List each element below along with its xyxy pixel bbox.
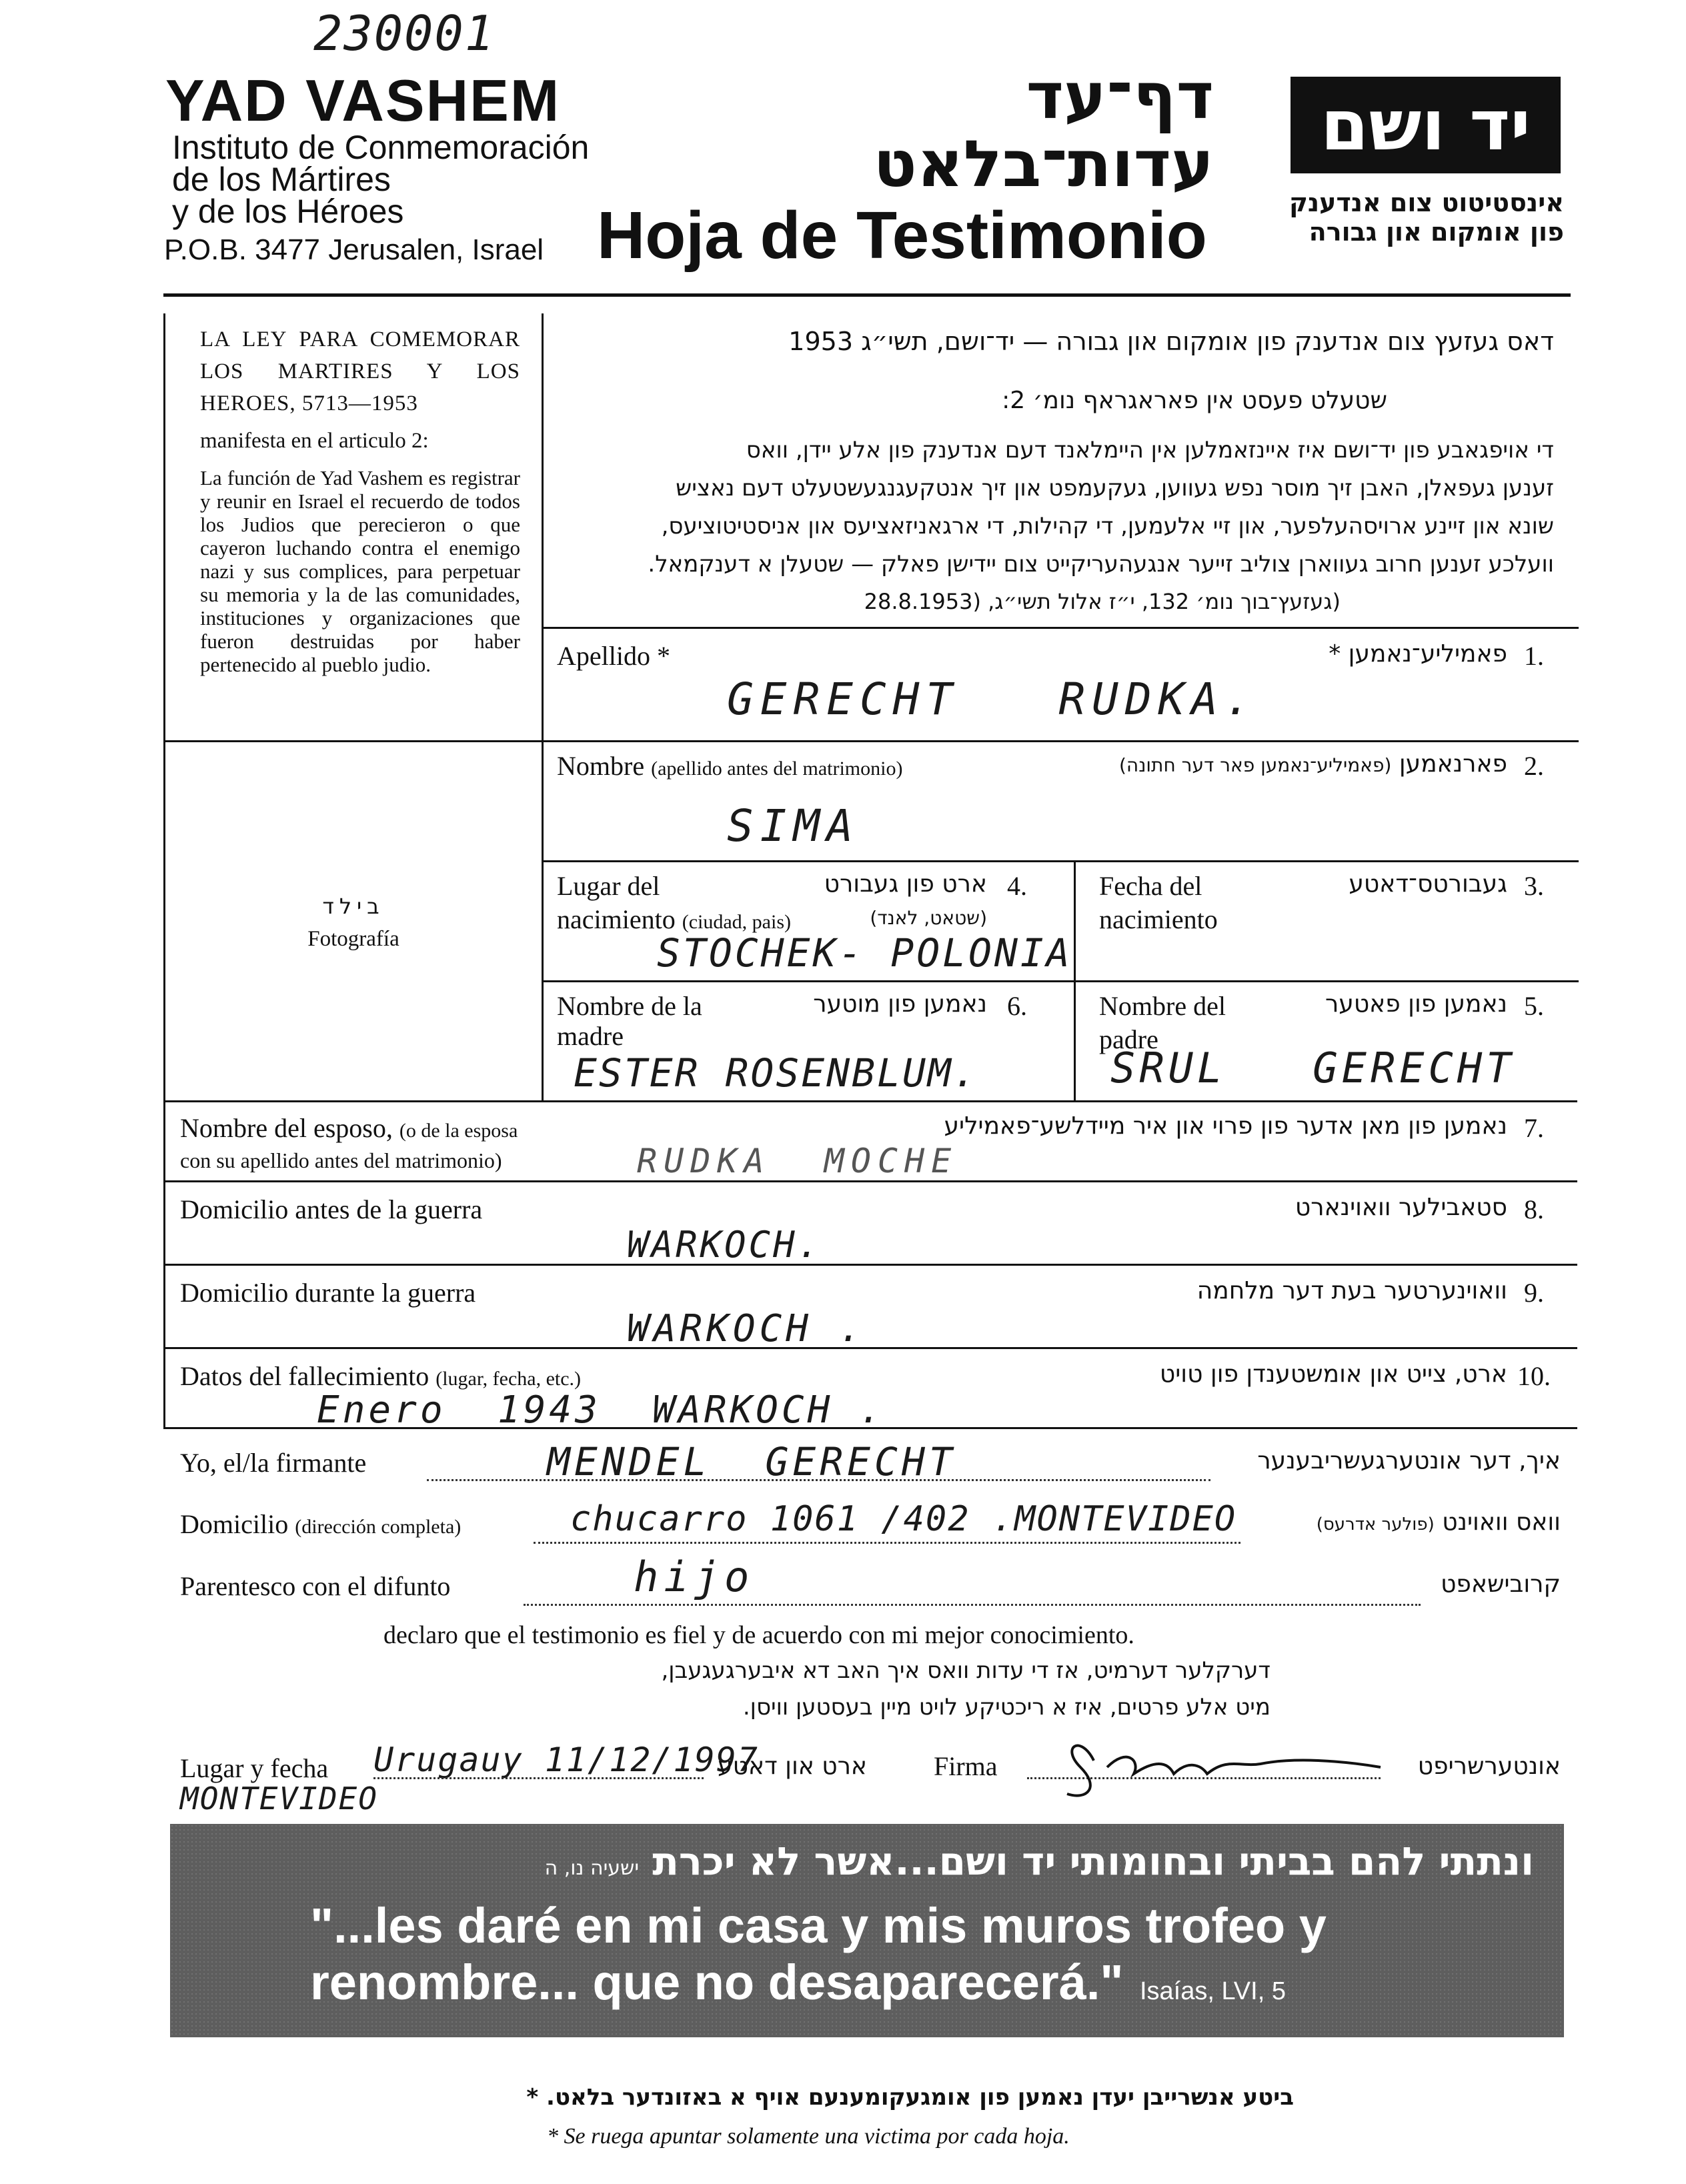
field-6-label-2: madre <box>557 1021 624 1051</box>
org-address: P.O.B. 3477 Jerusalen, Israel <box>164 233 544 266</box>
field-9-number: 9. <box>1524 1278 1544 1308</box>
field-1-yiddish: פאמיליע־נאמען * <box>1329 640 1507 668</box>
field-7-value[interactable]: RUDKA MOCHE <box>637 1142 958 1180</box>
place-date-line <box>373 1777 704 1779</box>
field-1-label: Apellido * <box>557 641 670 671</box>
banner-quote-line-1: "...les daré en mi casa y mis muros trofeo y <box>310 1898 1327 1953</box>
form-title: Hoja de Testimonio <box>597 198 1207 273</box>
field-2-value[interactable]: SIMA <box>727 800 860 852</box>
field-3-yiddish: געבורטס־דאטע <box>1349 870 1507 898</box>
field-7-label-2: con su apellido antes del matrimonio) <box>180 1148 502 1172</box>
field-6-value[interactable]: ESTER ROSENBLUM. <box>574 1050 978 1096</box>
field-10-value[interactable]: Enero 1943 WARKOCH . <box>317 1388 885 1432</box>
row-rule-4 <box>542 980 1579 982</box>
photo-label: Fotografía <box>307 927 399 951</box>
field-3-number: 3. <box>1524 871 1544 901</box>
declarant-address-line <box>534 1542 1240 1544</box>
row-rule-1 <box>542 627 1579 629</box>
field-2-yiddish-text: פארנאמען <box>1399 750 1507 778</box>
banner-quote-line-2: renombre... que no desaparecerá." <box>310 1955 1124 2010</box>
yiddish-law-line-5: שונא און זיינע ארויסהעלפער, און זיי אלעמען, די קהילות, די ארגאניזאציעס און אניסטיטוציעס, <box>661 513 1554 539</box>
field-2-label-note: (apellido antes del matrimonio) <box>651 758 903 780</box>
field-4-label-2-text: nacimiento <box>557 904 676 934</box>
field-9-label: Domicilio durante la guerra <box>180 1278 476 1308</box>
field-2-yiddish-note: (פאמיליע־נאמען פאר דער חתונה) <box>1119 754 1392 776</box>
yiddish-law-line-2: שטעלט פעסט אין פאראגראף נומ׳ 2: <box>1002 387 1387 414</box>
field-2-label-text: Nombre <box>557 751 645 781</box>
org-title: YAD VASHEM <box>165 67 561 133</box>
field-4-label-1: Lugar del <box>557 871 660 901</box>
field-6-label-1: Nombre de la <box>557 991 702 1021</box>
field-4-yiddish: ארט פון געבורט <box>824 870 987 898</box>
field-7-label-1 <box>180 1112 518 1144</box>
field-7-number: 7. <box>1524 1113 1544 1143</box>
yiddish-law-line-6: וועלכע זענען חרוב געווארן צוליב זייער אנגעהעריקייט צום יידישן פאלק — שטעלן א דענקמאל. <box>648 551 1554 578</box>
declarant-name-yiddish: איך, דער אונטערגעשריבענער <box>1257 1447 1561 1474</box>
field-10-label-note: (lugar, fecha, etc.) <box>436 1368 582 1390</box>
place-date-value-2[interactable]: MONTEVIDEO <box>180 1781 378 1817</box>
row-rule-6 <box>163 1180 1577 1182</box>
row-rule-3 <box>542 860 1579 862</box>
field-10-label <box>180 1360 581 1392</box>
quote-banner <box>170 1824 1564 2037</box>
logo-subtitle-1: אינסטיטוט צום אנדענק <box>1289 188 1564 217</box>
field-9-yiddish: וואוינערטער בעת דער מלחמה <box>1196 1277 1507 1304</box>
banner-quote-ref: Isaías, LVI, 5 <box>1139 1977 1286 2005</box>
field-8-label: Domicilio antes de la guerra <box>180 1194 483 1224</box>
field-8-yiddish: סטאבילער וואוינארט <box>1295 1194 1507 1221</box>
place-date-label: Lugar y fecha <box>180 1753 329 1783</box>
law-title: LA LEY PARA COMEMORAR LOS MARTIRES Y LOS HEROES, 5713—1953 <box>200 327 520 415</box>
field-3-label-2: nacimiento <box>1099 904 1218 934</box>
field-4-label-note: (ciudad, pais) <box>682 911 791 933</box>
row-rule-7 <box>163 1264 1577 1266</box>
row-rule-8 <box>163 1347 1577 1349</box>
photo-label-yiddish: בילד <box>322 894 385 919</box>
field-10-label-text: Datos del fallecimiento <box>180 1361 430 1391</box>
yad-vashem-logo <box>1291 77 1561 173</box>
org-subtitle-3: y de los Héroes <box>172 193 404 230</box>
field-9-value[interactable]: WARKOCH . <box>627 1307 866 1350</box>
field-10-yiddish: ארט, צייט און אומשטענדן פון טויט <box>1159 1360 1507 1388</box>
field-5-label-1: Nombre del <box>1099 991 1226 1021</box>
declarant-address-label-note: (dirección completa) <box>295 1516 462 1538</box>
row-rule-2 <box>542 740 1579 742</box>
law-box <box>200 323 520 676</box>
yiddish-title-2: עדות־בלאט <box>873 127 1214 201</box>
place-date-yiddish: ארט און דאטע <box>718 1753 867 1780</box>
banner-quote-line-2-row <box>310 1954 1286 2011</box>
declarant-address-value[interactable]: chucarro 1061 /402 .MONTEVIDEO <box>570 1499 1237 1539</box>
field-6-yiddish: נאמען פון מוטער <box>813 990 987 1018</box>
signature-yiddish: אונטערשריפט <box>1417 1753 1561 1780</box>
field-1-number: 1. <box>1524 641 1544 671</box>
signature-scribble[interactable] <box>1040 1721 1387 1821</box>
field-7-label-1-text: Nombre del esposo, <box>180 1113 393 1143</box>
org-subtitle-1: Instituto de Conmemoración <box>172 129 590 166</box>
declarant-name-value[interactable]: MENDEL GERECHT <box>547 1439 956 1484</box>
field-2-label <box>557 750 902 782</box>
row-rule-5 <box>163 1100 1577 1102</box>
declarant-relation-label: Parentesco con el difunto <box>180 1571 451 1601</box>
declarant-relation-yiddish: קרובישאפט <box>1441 1570 1561 1598</box>
yiddish-law-line-7: (געזעץ־בוך נומ׳ 132, י״ז אלול תשי״ג, (28.8.1953 <box>864 589 1341 614</box>
field-1-value[interactable]: GERECHT RUDKA. <box>727 674 1258 725</box>
field-5-value[interactable]: SRUL GERECHT <box>1110 1044 1515 1092</box>
declarant-address-yiddish <box>1247 1508 1561 1536</box>
logo-text: יד ושם <box>1321 84 1531 166</box>
declarant-address-yiddish-note: (פולער אדרעס) <box>1316 1514 1435 1534</box>
field-2-number: 2. <box>1524 751 1544 781</box>
declarant-relation-value[interactable]: hijo <box>634 1552 755 1601</box>
declaration-spanish: declaro que el testimonio es fiel y de acuerdo con mi mejor conocimiento. <box>383 1621 1134 1649</box>
lower-box-left <box>163 1100 165 1427</box>
yiddish-law-line-4: זענען געפאלן, האבן זיך מוסר נפש געווען, געקעמפט און זיך אנטקעגנגעשטעלט דעם נאציש <box>676 475 1554 501</box>
column-divider <box>542 313 544 1100</box>
declarant-address-label <box>180 1508 461 1540</box>
law-intro: manifesta en el articulo 2: <box>200 429 429 453</box>
yiddish-law-line-1: דאס געזעץ צום אנדענק פון אומקום און גבורה — יד־ושם, תשי״ג 1953 <box>788 327 1554 356</box>
law-body: La función de Yad Vashem es registrar y reunir en Israel el recuerdo de todos los Judios que perecieron o que cayeron luchando contra el enemigo nazi y sus complices, para perpetuar su memoria y la de las comunidades, instituciones y organizaciones que fueron destruidas por haber pertenecido al pueblo judio. <box>200 466 520 676</box>
field-5-yiddish: נאמען פון פאטער <box>1325 990 1507 1018</box>
left-box-border <box>163 313 165 1100</box>
field-4-yiddish-note: (שטאט, לאנד) <box>870 907 987 929</box>
org-subtitle-2: de los Mártires <box>172 161 391 198</box>
left-box-divider <box>163 740 544 742</box>
declarant-relation-line <box>524 1604 1421 1606</box>
banner-hebrew-ref: ישעיה נו, ה <box>544 1857 640 1880</box>
field-5-number: 5. <box>1524 991 1544 1021</box>
footer-yiddish: ביטע אנשרייבן יעדן נאמען פון אומגעקומענעם אויף א באזונדער בלאט. * <box>526 2084 1294 2111</box>
place-date-value[interactable]: Urugauy 11/12/1997 <box>373 1741 759 1779</box>
field-7-label-1-note: (o de la esposa <box>399 1120 518 1142</box>
field-4-value[interactable]: STOCHEK- POLONIA <box>657 930 1072 976</box>
declarant-address-yiddish-text: וואס וואוינט <box>1442 1508 1561 1536</box>
declaration-yiddish-2: מיט אלע פרטים, איז א ריכטיקע לויט מיין בעסטען וויסן. <box>742 1694 1271 1721</box>
yiddish-title-1: דף־עד <box>1026 59 1214 133</box>
signature-label: Firma <box>934 1751 998 1781</box>
field-3-label-1: Fecha del <box>1099 871 1202 901</box>
declarant-name-label: Yo, el/la firmante <box>180 1448 367 1478</box>
field-10-number: 10. <box>1517 1361 1551 1391</box>
footer-spanish: * Se ruega apuntar solamente una victima por cada hoja. <box>547 2124 1070 2149</box>
field-7-yiddish: נאמען פון מאן אדער פון פרוי און איר מיידלשע־פאמיליע <box>944 1112 1507 1140</box>
declaration-yiddish-1: דערקלער דערמיט, אז די עדות וואס איך האב דא איבערגעגעבן, <box>661 1657 1271 1684</box>
declarant-name-line <box>427 1479 1210 1481</box>
handwritten-reference-number: 230001 <box>313 5 496 61</box>
declarant-address-label-text: Domicilio <box>180 1509 289 1539</box>
field-8-value[interactable]: WARKOCH. <box>627 1224 822 1266</box>
field-6-number: 6. <box>1007 991 1027 1021</box>
banner-hebrew-text: ונתתי להם בביתי ובחומותי יד ושם...אשר לא יכרת <box>652 1839 1534 1884</box>
yiddish-law-line-3: די אויפגאבע פון יד־ושם איז איינזאמלען אין היימלאנד דעם אנדענק פון אלע יידן, וואס <box>746 437 1554 463</box>
banner-hebrew-row <box>267 1839 1534 1884</box>
field-5-label-2: padre <box>1099 1024 1158 1054</box>
field-4-number: 4. <box>1007 871 1027 901</box>
field-2-yiddish <box>1020 750 1507 778</box>
logo-subtitle-2: פון אומקום און גבורה <box>1309 217 1564 247</box>
field-8-number: 8. <box>1524 1194 1544 1224</box>
header-rule <box>163 293 1571 297</box>
mid-divider <box>1074 860 1076 1100</box>
